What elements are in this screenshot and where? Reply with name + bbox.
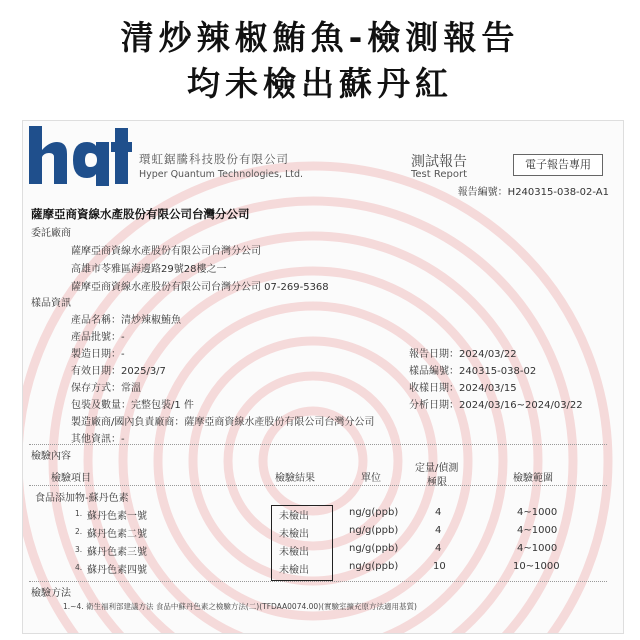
storage-method: 保存方式：常溫	[71, 383, 141, 394]
row-unit: ng/g(ppb)	[349, 561, 399, 572]
results-section-label: 檢驗內容	[31, 451, 71, 462]
other-info: 其他資訊：-	[71, 434, 125, 445]
row-result: 未檢出	[279, 547, 309, 558]
company-name-en: Hyper Quantum Technologies, Ltd.	[139, 169, 304, 180]
row-lod: 10	[433, 561, 446, 572]
client-section-label: 委託廠商	[31, 228, 71, 239]
row-lod: 4	[435, 543, 442, 554]
header-unit: 單位	[361, 473, 381, 484]
company-logo	[29, 124, 135, 186]
client-contact: 薩摩亞商資線水產股份有限公司台灣分公司 07-269-5368	[71, 282, 329, 293]
expiry-date: 有效日期：2025/3/7	[71, 366, 166, 377]
sample-number: 樣品編號：240315-038-02	[409, 366, 537, 377]
row-range: 4~1000	[517, 507, 558, 518]
package-quantity: 包裝及數量：完整包裝/1 件	[71, 400, 194, 411]
row-result: 未檢出	[279, 511, 309, 522]
header-item: 檢驗項目	[51, 473, 91, 484]
row-unit: ng/g(ppb)	[349, 543, 399, 554]
row-range: 10~1000	[513, 561, 560, 572]
method-section-label: 檢驗方法	[31, 588, 71, 599]
report-title-en: Test Report	[411, 169, 468, 180]
row-result: 未檢出	[279, 529, 309, 540]
header-lod-line2: 極限	[427, 477, 447, 488]
row-item: 蘇丹色素三號	[87, 547, 147, 558]
row-range: 4~1000	[517, 525, 558, 536]
row-lod: 4	[435, 525, 442, 536]
analysis-date: 分析日期：2024/03/16~2024/03/22	[409, 400, 583, 411]
product-lot: 產品批號：-	[71, 332, 125, 343]
row-lod: 4	[435, 507, 442, 518]
headline-title: 清炒辣椒鮪魚-檢測報告	[120, 18, 520, 57]
manufacture-date: 製造日期：-	[71, 349, 125, 360]
headline-subtitle: 均未檢出蘇丹紅	[187, 64, 453, 103]
product-name: 產品名稱：清炒辣椒鮪魚	[71, 315, 181, 326]
electronic-report-badge: 電子報告專用	[513, 154, 603, 176]
test-group-label: 食品添加物-蘇丹色素	[35, 493, 129, 504]
test-report-document: 環虹鋸騰科技股份有限公司 Hyper Quantum Technologies, Ltd. 測試報告 Test Report 電子報告專用 報告編號：H240315-038-02-A1 薩摩亞商資線水產股份有限公司台灣分公司 委託廠商 薩摩亞商資線水產股份有限公司台灣分公司 高雄市苓雅區海邊路29號28樓之一 薩摩亞商資線水產股份有限公司台灣分公司 07-269-5368 樣品資訊 產品名稱：清炒辣椒鮪魚 產品批號：- 製造日期：- 有效日期：2025/3/7 保存方式：常溫 包裝及數量：完整包裝/1 件 製造廠商/國內負責廠商：薩摩亞商資線水產股份有限公司台灣分公司 其他資訊：- 報告日期：2024/03/22 樣品編號：240315-038-02 收樣日期：2024/03/15 分析日期：2024/03/16~2024/03/22 檢驗內容 檢驗項目 檢驗結果 單位 定量/偵測 極限 檢驗範圍 食品添加物-蘇丹色素 1. 蘇丹色素一號 未檢出 ng/g(ppb) 4 4~1000 2. 蘇丹色素二號 未檢出 ng/g(ppb) 4 4~1000 3. 蘇丹色素三號 未檢出 ng/g(ppb) 4 4~1000 4. 蘇丹色素四號 未檢出 ng/g(ppb) 10 10~1000 檢驗方法 1.~4. 衛生福利部建議方法 食品中蘇丹色素之檢驗方法(二)(TFDAA0074.00)(實驗室擴充原方法適用基質)	[22, 120, 624, 634]
row-item: 蘇丹色素一號	[87, 511, 147, 522]
report-number: 報告編號：H240315-038-02-A1	[457, 187, 609, 198]
header-result: 檢驗結果	[275, 473, 315, 484]
divider	[29, 485, 607, 486]
divider	[29, 444, 607, 445]
method-text: 1.~4. 衛生福利部建議方法 食品中蘇丹色素之檢驗方法(二)(TFDAA0074.00)(實驗室擴充原方法適用基質)	[63, 602, 417, 611]
client-line-1: 薩摩亞商資線水產股份有限公司台灣分公司	[71, 246, 261, 257]
received-date: 收樣日期：2024/03/15	[409, 383, 517, 394]
client-address: 高雄市苓雅區海邊路29號28樓之一	[71, 264, 227, 275]
divider	[29, 581, 607, 582]
row-item: 蘇丹色素四號	[87, 565, 147, 576]
company-name-cn: 環虹鋸騰科技股份有限公司	[139, 152, 289, 166]
row-item: 蘇丹色素二號	[87, 529, 147, 540]
report-title-cn: 測試報告	[411, 154, 467, 170]
row-range: 4~1000	[517, 543, 558, 554]
manufacturer: 製造廠商/國內負責廠商：薩摩亞商資線水產股份有限公司台灣分公司	[71, 417, 375, 428]
header-range: 檢驗範圍	[513, 473, 553, 484]
report-date: 報告日期：2024/03/22	[409, 349, 517, 360]
row-result: 未檢出	[279, 565, 309, 576]
row-unit: ng/g(ppb)	[349, 507, 399, 518]
row-unit: ng/g(ppb)	[349, 525, 399, 536]
header-lod-line1: 定量/偵測	[415, 463, 459, 474]
client-company-title: 薩摩亞商資線水產股份有限公司台灣分公司	[31, 207, 250, 221]
sample-section-label: 樣品資訊	[31, 298, 71, 309]
